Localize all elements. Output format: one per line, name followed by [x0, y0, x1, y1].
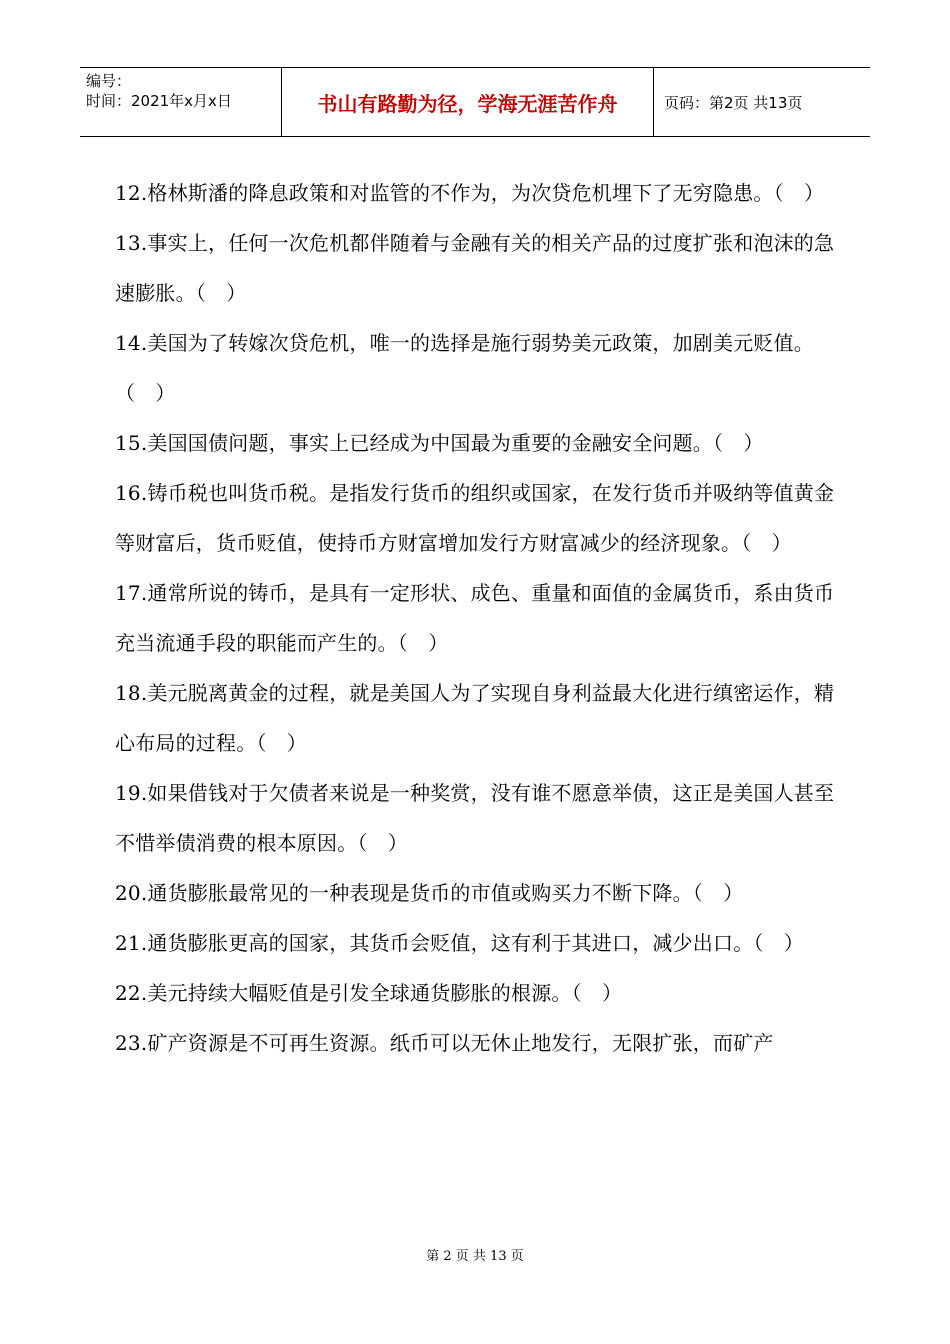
question-item: 15.美国国债问题，事实上已经成为中国最为重要的金融安全问题。（ ） [115, 431, 764, 455]
question-item: 16.铸币税也叫货币税。是指发行货币的组织或国家，在发行货币并吸纳等值黄金等财富后，货币贬值，使持币方财富增加发行方财富减少的经济现象。（ ） [115, 481, 835, 555]
question-list [115, 168, 839, 1068]
question-item: 23.矿产资源是不可再生资源。纸币可以无休止地发行，无限扩张，而矿产 [115, 1031, 774, 1055]
page-footer: 第 2 页 共 13 页 [426, 1249, 524, 1264]
question-item: 17.通常所说的铸币，是具有一定形状、成色、重量和面值的金属货币，系由货币充当流通手段的职能而产生的。（ ） [115, 581, 835, 655]
question-item: 18.美元脱离黄金的过程，就是美国人为了实现自身利益最大化进行缜密运作，精心布局的过程。（ ） [115, 681, 835, 755]
page-header [80, 67, 870, 137]
question-item: 22.美元持续大幅贬值是引发全球通货膨胀的根源。（ ） [115, 981, 623, 1005]
header-page-info: 页码：第2页 共13页 [664, 93, 803, 112]
header-meta [80, 68, 282, 136]
question-item: 20.通货膨胀最常见的一种表现是货币的市值或购买力不断下降。（ ） [115, 881, 744, 905]
question-item: 19.如果借钱对于欠债者来说是一种奖赏，没有谁不愿意举债，这正是美国人甚至不惜举债消费的根本原因。（ ） [115, 781, 835, 855]
question-item: 14.美国为了转嫁次贷危机，唯一的选择是施行弱势美元政策，加剧美元贬值。（ ） [115, 331, 815, 405]
question-item: 21.通货膨胀更高的国家，其货币会贬值，这有利于其进口，减少出口。（ ） [115, 931, 805, 955]
question-item: 13.事实上，任何一次危机都伴随着与金融有关的相关产品的过度扩张和泡沫的急速膨胀。（ ） [115, 231, 835, 305]
document-number-label: 编号： [86, 72, 132, 90]
question-item: 12.格林斯潘的降息政策和对监管的不作为，为次贷危机埋下了无穷隐患。（ ） [115, 181, 825, 205]
header-motto: 书山有路勤为径，学海无涯苦作舟 [282, 68, 654, 136]
document-time: 时间：2021年x月x日 [86, 92, 232, 110]
